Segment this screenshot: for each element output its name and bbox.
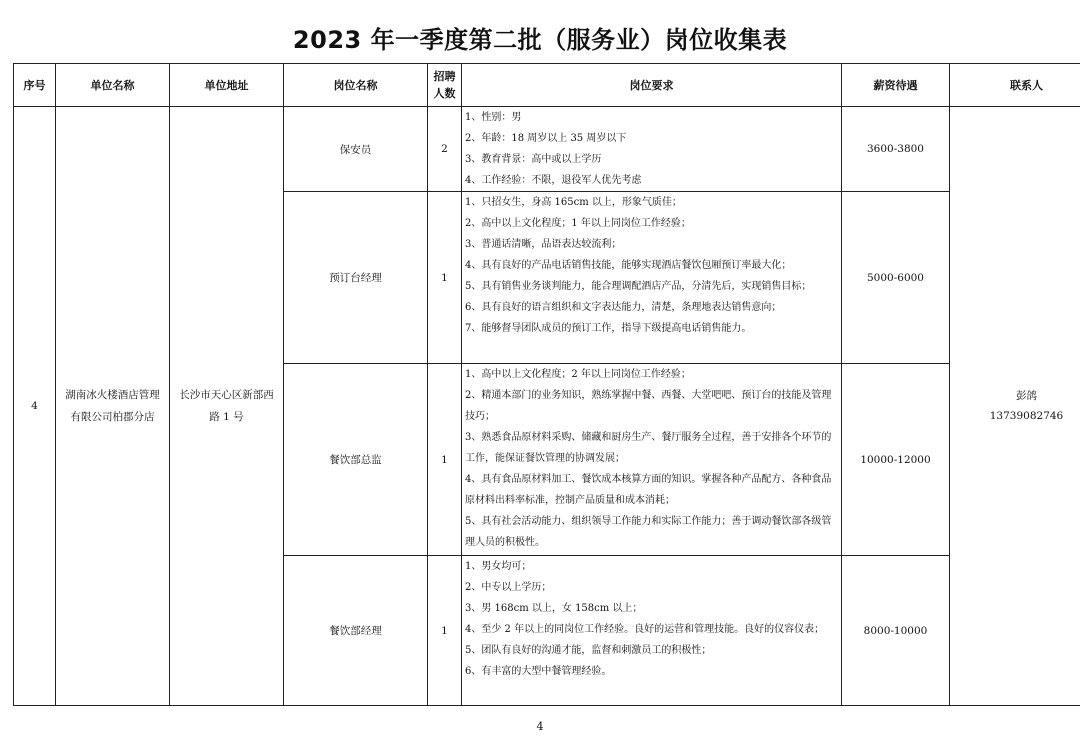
requirement-item: 1、男女均可； — [465, 561, 532, 572]
contact-phone: 13739082746 — [989, 410, 1064, 422]
header-address: 单位地址 — [170, 64, 284, 107]
requirement-item: 1、高中以上文化程度；2 年以上同岗位工作经验； — [465, 369, 691, 380]
requirement-item: 4、具有良好的产品电话销售技能，能够实现酒店餐饮包厢预订率最大化； — [465, 260, 792, 271]
requirement-item: 6、有丰富的大型中餐管理经验。 — [465, 666, 612, 677]
header-position: 岗位名称 — [284, 64, 428, 107]
requirement-item: 7、能够督导团队成员的预订工作，指导下级提高电话销售能力。 — [465, 323, 752, 334]
position-count: 1 — [428, 556, 462, 706]
company-name: 湖南冰火楼酒店管理有限公司柏郡分店 — [65, 389, 160, 423]
header-salary: 薪资待遇 — [842, 64, 950, 107]
company-cell — [56, 107, 170, 706]
contact-cell — [950, 107, 1080, 706]
contact-name: 彭鸽 — [1016, 390, 1037, 402]
requirements-cell — [462, 107, 842, 192]
requirement-item: 2、精通本部门的业务知识，熟练掌握中餐、西餐、大堂吧吧、预订台的技能及管理技巧； — [465, 390, 832, 422]
requirement-item: 6、具有良好的语言组织和文字表达能力，清楚，条理地表达销售意向； — [465, 302, 782, 313]
salary-cell: 8000-10000 — [842, 556, 950, 706]
header-company: 单位名称 — [56, 64, 170, 107]
requirement-item: 5、具有社会活动能力、组织领导工作能力和实际工作能力；善于调动餐饮部各级管理人员的积极性。 — [465, 516, 832, 548]
requirement-item: 5、具有销售业务谈判能力，能合理调配酒店产品，分清先后，实现销售目标； — [465, 281, 812, 292]
requirement-item: 4、工作经验：不限，退役军人优先考虑 — [465, 175, 642, 186]
job-table — [13, 63, 1080, 706]
requirement-item: 3、普通话清晰，品语表达较流利； — [465, 239, 622, 250]
page-title: 2023 年一季度第二批（服务业）岗位收集表 — [292, 26, 788, 54]
requirement-item: 2、高中以上文化程度；1 年以上同岗位工作经验； — [465, 218, 691, 229]
position-name: 餐饮部总监 — [284, 364, 428, 556]
position-name: 餐饮部经理 — [284, 556, 428, 706]
requirement-item: 4、具有食品原材料加工、餐饮成本核算方面的知识。掌握各种产品配方、各种食品原材料出料率标准，控制产品质量和成本消耗； — [465, 474, 832, 506]
requirement-item: 5、团队有良好的沟通才能，监督和刺激员工的积极性； — [465, 645, 712, 656]
salary-cell: 3600-3800 — [842, 107, 950, 192]
requirements-cell — [462, 192, 842, 364]
position-count: 1 — [428, 364, 462, 556]
requirement-item: 1、只招女生，身高 165cm 以上，形象气质佳； — [465, 197, 682, 208]
header-count-line2: 人数 — [433, 87, 456, 100]
requirements-list — [462, 556, 841, 682]
header-contact: 联系人 — [950, 64, 1080, 107]
requirement-item: 3、男 168cm 以上，女 158cm 以上； — [465, 603, 643, 614]
salary-cell: 5000-6000 — [842, 192, 950, 364]
position-name: 保安员 — [284, 107, 428, 192]
header-count — [428, 64, 462, 107]
requirement-item: 3、熟悉食品原材料采购、储藏和厨房生产、餐厅服务全过程，善于安排各个环节的工作，能保证餐饮管理的协调发展； — [465, 432, 832, 464]
header-row — [14, 64, 1080, 107]
requirement-item: 1、性别：男 — [465, 112, 522, 123]
requirement-item: 2、年龄：18 周岁以上 35 周岁以下 — [465, 133, 627, 144]
position-count: 2 — [428, 107, 462, 192]
header-requirements: 岗位要求 — [462, 64, 842, 107]
position-count: 1 — [428, 192, 462, 364]
requirement-item: 4、至少 2 年以上的同岗位工作经验。良好的运营和管理技能。良好的仪容仪表； — [465, 624, 825, 635]
header-seq: 序号 — [14, 64, 56, 107]
requirements-list — [462, 107, 841, 191]
requirement-item: 2、中专以上学历； — [465, 582, 552, 593]
requirements-cell — [462, 556, 842, 706]
requirements-list — [462, 364, 841, 553]
address-cell — [170, 107, 284, 706]
table-row — [14, 107, 1080, 192]
header-count-line1: 招聘 — [433, 70, 456, 83]
position-name: 预订台经理 — [284, 192, 428, 364]
requirements-list — [462, 192, 841, 339]
salary-cell: 10000-12000 — [842, 364, 950, 556]
requirement-item: 3、教育背景：高中或以上学历 — [465, 154, 602, 165]
company-address: 长沙市天心区新部西路 1 号 — [179, 389, 274, 423]
requirements-cell — [462, 364, 842, 556]
page-number: 4 — [536, 720, 544, 733]
seq-cell: 4 — [14, 107, 56, 706]
